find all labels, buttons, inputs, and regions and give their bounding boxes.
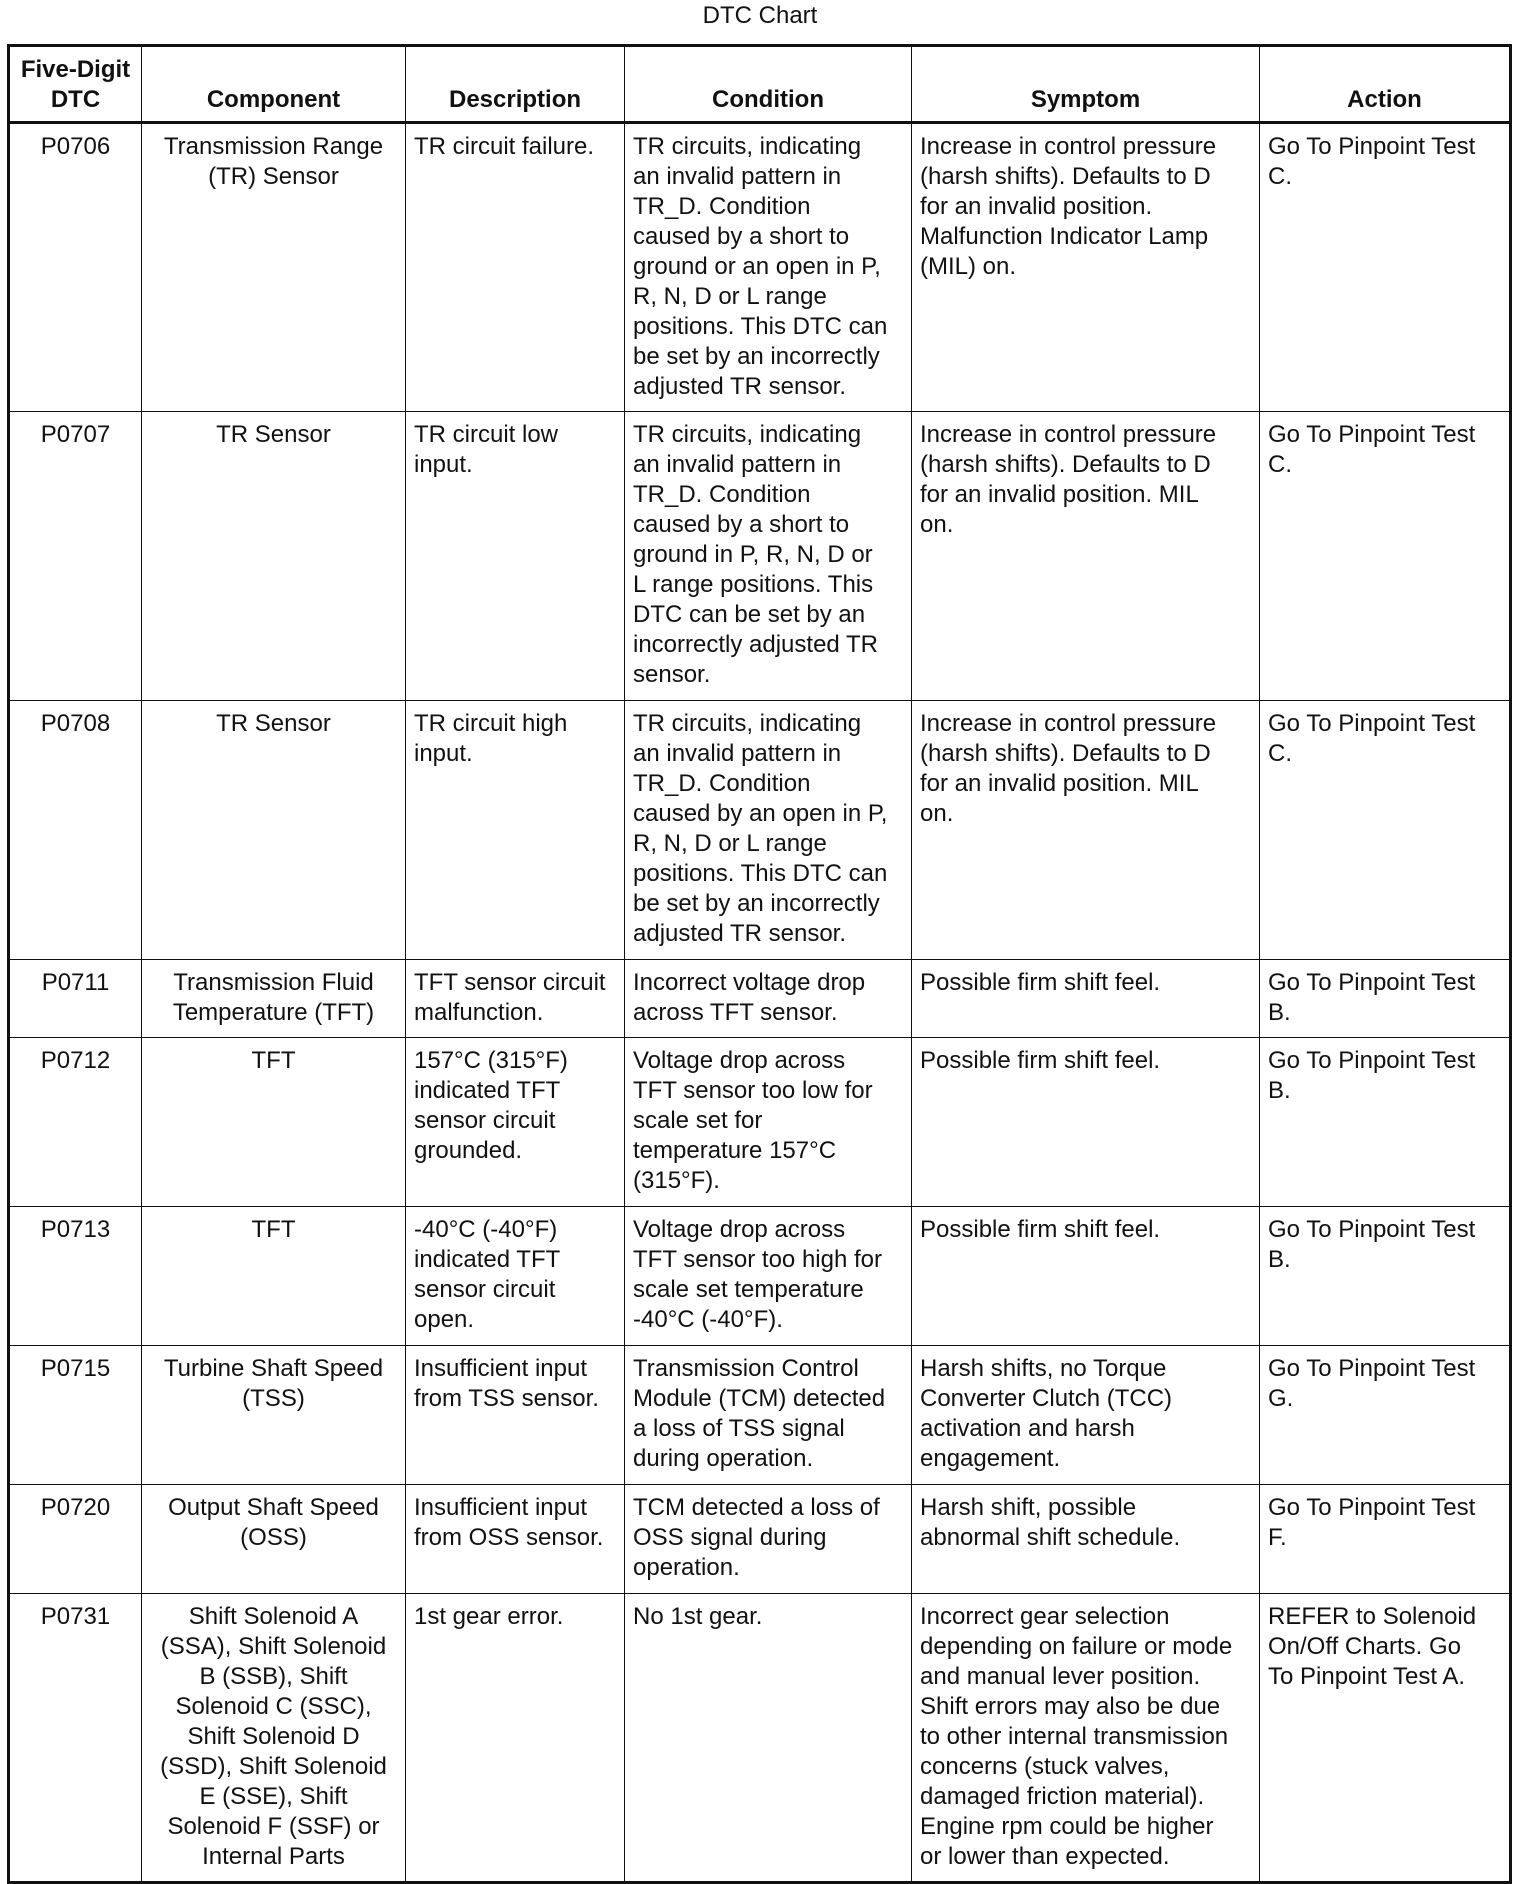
table-row bbox=[9, 1485, 1511, 1594]
symptom-cell: Increase in control pressure (harsh shifts). Defaults to D for an invalid position. Malfunction Indicator Lamp (MIL) on. bbox=[912, 123, 1260, 412]
symptom-cell: Possible firm shift feel. bbox=[912, 1207, 1260, 1346]
condition-cell: Incorrect voltage drop across TFT sensor. bbox=[625, 960, 912, 1038]
condition-cell: TR circuits, indicating an invalid pattern in TR_D. Condition caused by a short to ground in P, R, N, D or L range positions. This DTC can be set by an incorrectly adjusted TR sensor. bbox=[625, 412, 912, 701]
header-component: Component bbox=[142, 46, 406, 123]
action-cell: Go To Pinpoint Test B. bbox=[1260, 960, 1511, 1038]
table-row bbox=[9, 123, 1511, 412]
description-cell: 1st gear error. bbox=[406, 1594, 625, 1883]
header-symptom: Symptom bbox=[912, 46, 1260, 123]
dtc-code: P0715 bbox=[9, 1346, 142, 1485]
component-cell: Shift Solenoid A (SSA), Shift Solenoid B (SSB), Shift Solenoid C (SSC), Shift Solenoid D (SSD), Shift Solenoid E (SSE), Shift Solenoid F (SSF) or Internal Parts bbox=[142, 1594, 406, 1883]
symptom-cell: Possible firm shift feel. bbox=[912, 1038, 1260, 1207]
header-action: Action bbox=[1260, 46, 1511, 123]
table-row bbox=[9, 1346, 1511, 1485]
table-row bbox=[9, 412, 1511, 701]
component-cell: TR Sensor bbox=[142, 701, 406, 960]
component-cell: Output Shaft Speed (OSS) bbox=[142, 1485, 406, 1594]
table-row bbox=[9, 701, 1511, 960]
dtc-table bbox=[7, 44, 1512, 1884]
symptom-cell: Increase in control pressure (harsh shifts). Defaults to D for an invalid position. MIL on. bbox=[912, 412, 1260, 701]
header-description: Description bbox=[406, 46, 625, 123]
page-title: DTC Chart bbox=[702, 2, 818, 29]
action-cell: Go To Pinpoint Test F. bbox=[1260, 1485, 1511, 1594]
dtc-code: P0713 bbox=[9, 1207, 142, 1346]
description-cell: 157°C (315°F) indicated TFT sensor circuit grounded. bbox=[406, 1038, 625, 1207]
dtc-code: P0720 bbox=[9, 1485, 142, 1594]
condition-cell: TCM detected a loss of OSS signal during operation. bbox=[625, 1485, 912, 1594]
header-condition: Condition bbox=[625, 46, 912, 123]
component-cell: TFT bbox=[142, 1038, 406, 1207]
symptom-cell: Increase in control pressure (harsh shifts). Defaults to D for an invalid position. MIL on. bbox=[912, 701, 1260, 960]
header-dtc: Five-Digit DTC bbox=[9, 46, 142, 123]
action-cell: REFER to Solenoid On/Off Charts. Go To Pinpoint Test A. bbox=[1260, 1594, 1511, 1883]
component-cell: Transmission Fluid Temperature (TFT) bbox=[142, 960, 406, 1038]
condition-cell: TR circuits, indicating an invalid pattern in TR_D. Condition caused by a short to ground or an open in P, R, N, D or L range positions. This DTC can be set by an incorrectly adjusted TR sensor. bbox=[625, 123, 912, 412]
dtc-code: P0707 bbox=[9, 412, 142, 701]
dtc-code: P0706 bbox=[9, 123, 142, 412]
component-cell: TR Sensor bbox=[142, 412, 406, 701]
action-cell: Go To Pinpoint Test C. bbox=[1260, 701, 1511, 960]
description-cell: -40°C (-40°F) indicated TFT sensor circuit open. bbox=[406, 1207, 625, 1346]
description-cell: TR circuit high input. bbox=[406, 701, 625, 960]
condition-cell: TR circuits, indicating an invalid pattern in TR_D. Condition caused by an open in P, R, N, D or L range positions. This DTC can be set by an incorrectly adjusted TR sensor. bbox=[625, 701, 912, 960]
action-cell: Go To Pinpoint Test C. bbox=[1260, 123, 1511, 412]
description-cell: Insufficient input from TSS sensor. bbox=[406, 1346, 625, 1485]
action-cell: Go To Pinpoint Test G. bbox=[1260, 1346, 1511, 1485]
action-cell: Go To Pinpoint Test C. bbox=[1260, 412, 1511, 701]
symptom-cell: Harsh shifts, no Torque Converter Clutch (TCC) activation and harsh engagement. bbox=[912, 1346, 1260, 1485]
symptom-cell: Incorrect gear selection depending on failure or mode and manual lever position. Shift errors may also be due to other internal transmission concerns (stuck valves, damaged friction material). Engine rpm could be higher or lower than expected. bbox=[912, 1594, 1260, 1883]
dtc-code: P0712 bbox=[9, 1038, 142, 1207]
action-cell: Go To Pinpoint Test B. bbox=[1260, 1038, 1511, 1207]
component-cell: Turbine Shaft Speed (TSS) bbox=[142, 1346, 406, 1485]
header-row bbox=[9, 46, 1511, 123]
table-row bbox=[9, 960, 1511, 1038]
description-cell: TR circuit failure. bbox=[406, 123, 625, 412]
table-row bbox=[9, 1594, 1511, 1883]
condition-cell: Voltage drop across TFT sensor too high for scale set temperature -40°C (-40°F). bbox=[625, 1207, 912, 1346]
table-row bbox=[9, 1207, 1511, 1346]
description-cell: TFT sensor circuit malfunction. bbox=[406, 960, 625, 1038]
dtc-code: P0711 bbox=[9, 960, 142, 1038]
symptom-cell: Harsh shift, possible abnormal shift schedule. bbox=[912, 1485, 1260, 1594]
condition-cell: No 1st gear. bbox=[625, 1594, 912, 1883]
component-cell: TFT bbox=[142, 1207, 406, 1346]
condition-cell: Transmission Control Module (TCM) detected a loss of TSS signal during operation. bbox=[625, 1346, 912, 1485]
table-row bbox=[9, 1038, 1511, 1207]
dtc-code: P0708 bbox=[9, 701, 142, 960]
dtc-code: P0731 bbox=[9, 1594, 142, 1883]
action-cell: Go To Pinpoint Test B. bbox=[1260, 1207, 1511, 1346]
component-cell: Transmission Range (TR) Sensor bbox=[142, 123, 406, 412]
description-cell: Insufficient input from OSS sensor. bbox=[406, 1485, 625, 1594]
symptom-cell: Possible firm shift feel. bbox=[912, 960, 1260, 1038]
description-cell: TR circuit low input. bbox=[406, 412, 625, 701]
condition-cell: Voltage drop across TFT sensor too low for scale set for temperature 157°C (315°F). bbox=[625, 1038, 912, 1207]
